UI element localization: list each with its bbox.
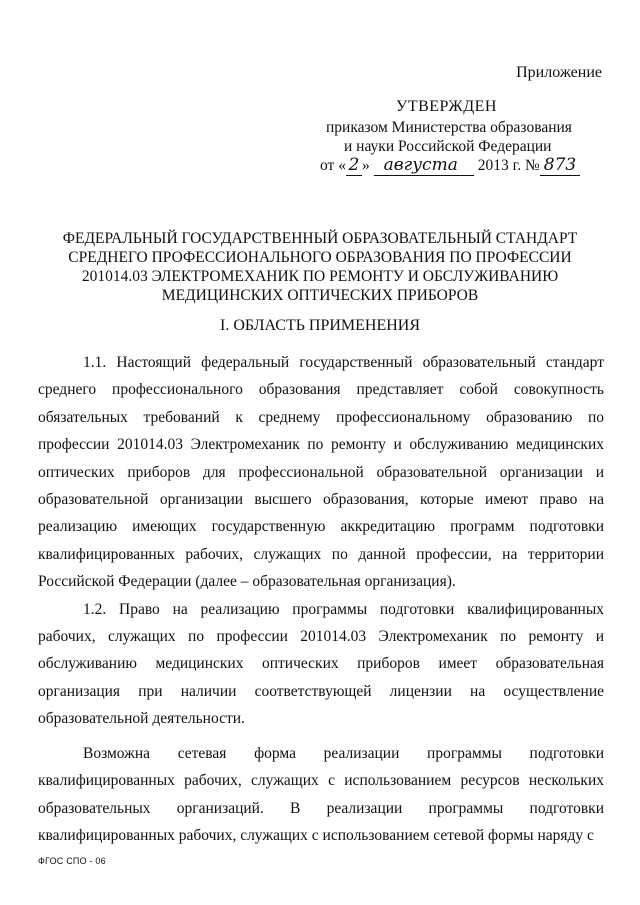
document-title	[40, 229, 600, 305]
section-heading: I. ОБЛАСТЬ ПРИМЕНЕНИЯ	[219, 317, 421, 334]
handwritten-day: 2	[346, 156, 362, 176]
footer-code: ФГОС СПО - 06	[38, 856, 106, 866]
approved-heading: УТВЕРЖДЕН	[396, 98, 497, 115]
paragraph-network-form: Возможна сетевая форма реализации программы подготовки квалифицированных рабочих, служащих с использованием ресурсов нескольких образовательных организаций. В реализации программы подготовки квалифицированных рабочих, служащих с использованием сетевой формы наряду с	[38, 744, 604, 844]
paragraph-1-1: 1.1. Настоящий федеральный государственный образовательный стандарт среднего профессионального образования представляет собой совокупность обязательных требований к среднему профессиональному образованию по профессии 201014.03 Электромеханик по ремонту и обслуживанию медицинских оптических приборов для профессиональной образовательной организации и образовательной организации высшего образования, которые имеют право на реализацию имеющих государственную аккредитацию программ подготовки квалифицированных рабочих, служащих по данной профессии, на территории Российской Федерации (далее – образовательная организация).	[38, 354, 604, 591]
handwritten-month: августа	[374, 156, 474, 176]
title-line-3: 201014.03 ЭЛЕКТРОМЕХАНИК ПО РЕМОНТУ И ОБСЛУЖИВАНИЮ	[81, 268, 559, 285]
date-year-text: 2013 г. №	[477, 157, 540, 174]
date-day-suffix: »	[361, 157, 370, 174]
approval-line-1: приказом Министерства образования	[326, 119, 572, 136]
approval-line-2: и науки Российской Федерации	[344, 138, 552, 155]
approval-date-line	[318, 156, 608, 176]
appendix-label: Приложение	[516, 64, 602, 81]
body-text	[38, 349, 604, 849]
title-line-4: МЕДИЦИНСКИХ ОПТИЧЕСКИХ ПРИБОРОВ	[161, 287, 479, 304]
handwritten-order-number: 873	[540, 156, 580, 176]
title-line-2: СРЕДНЕГО ПРОФЕССИОНАЛЬНОГО ОБРАЗОВАНИЯ ПО ПРОФЕССИИ	[68, 249, 572, 266]
paragraph-1-2: 1.2. Право на реализацию программы подготовки квалифицированных рабочих, служащих по профессии 201014.03 Электромеханик по ремонту и обслуживанию медицинских оптических приборов имеет образовательная организация при наличии соответствующей лицензии на осуществление образовательной деятельности.	[38, 600, 604, 728]
approval-block	[318, 97, 608, 176]
title-line-1: ФЕДЕРАЛЬНЫЙ ГОСУДАРСТВЕННЫЙ ОБРАЗОВАТЕЛЬНЫЙ СТАНДАРТ	[62, 230, 578, 247]
date-prefix: от «	[320, 157, 346, 174]
